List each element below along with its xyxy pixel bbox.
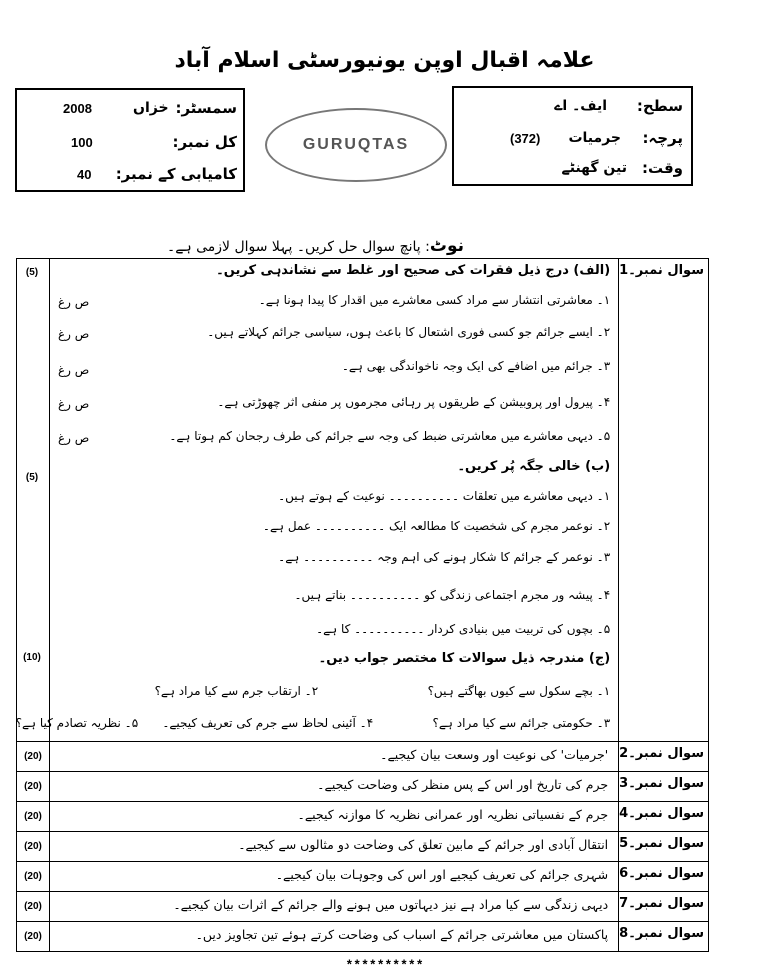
- q7-text: دیہی زندگی سے کیا مراد ہے نیز دیہاتوں میں ہونے والے جرائم کے اثرات بیان کیجیے۔: [50, 892, 619, 922]
- pass-marks-row: [17, 158, 243, 190]
- q4-number: سوال نمبر۔4: [619, 802, 709, 832]
- note-label: نوٹ: [429, 236, 464, 256]
- year-value: 2008: [63, 100, 92, 116]
- part-c-item-1: ۱۔ بچے سکول سے کیوں بھاگتے ہیں؟: [427, 684, 611, 698]
- paper-label: پرچہ:: [642, 129, 683, 147]
- q5-number: سوال نمبر۔5: [619, 832, 709, 862]
- true-false-marker-2: ص رغ: [58, 327, 90, 341]
- q7-number: سوال نمبر۔7: [619, 892, 709, 922]
- true-false-marker-4: ص رغ: [58, 397, 90, 411]
- time-row: [454, 152, 691, 184]
- q2-text: 'جرمیات' کی نوعیت اور وسعت بیان کیجیے۔: [50, 742, 619, 772]
- q3-text: جرم کی تاریخ اور اس کے پس منظر کی وضاحت کیجیے۔: [50, 772, 619, 802]
- part-c-item-3: ۳۔ حکومتی جرائم سے کیا مراد ہے؟: [432, 716, 611, 730]
- q1-marks-column: [17, 259, 50, 742]
- time-value: تین گھنٹے: [561, 160, 627, 176]
- q6-number: سوال نمبر۔6: [619, 862, 709, 892]
- part-a-item-4: ۴۔ پیرول اور پروبیشن کے طریقوں پر رہائی مجرموں پر منفی اثر چھوڑتی ہے۔: [217, 395, 611, 409]
- part-b-item-2: ۲۔ نوعمر مجرم کی شخصیت کا مطالعہ ایک ۔۔۔۔۔۔۔۔۔۔ عمل ہے۔: [262, 519, 611, 533]
- question-1-row: [17, 259, 709, 742]
- q2-number: سوال نمبر۔2: [619, 742, 709, 772]
- time-label: وقت:: [641, 159, 683, 177]
- part-c-heading: (ج) مندرجہ ذیل سوالات کا مختصر جواب دیں۔: [318, 651, 611, 666]
- part-a-item-5: ۵۔ دیہی معاشرے میں معاشرتی ضبط کی وجہ سے جرائم کی طرف رجحان کم ہوتا ہے۔: [169, 429, 611, 443]
- q8-marks: (20): [17, 922, 50, 952]
- true-false-marker-1: ص رغ: [58, 295, 90, 309]
- pass-marks-label: کامیابی کے نمبر:: [115, 165, 237, 183]
- part-b-heading: (ب) خالی جگہ پُر کریں۔: [457, 459, 611, 474]
- stamp-seal: GURUQTAS: [265, 108, 447, 182]
- q3-number: سوال نمبر۔3: [619, 772, 709, 802]
- q2-marks: (20): [17, 742, 50, 772]
- university-title: علامہ اقبال اوپن یونیورسٹی اسلام آباد: [174, 48, 595, 73]
- question-4-row: [17, 802, 709, 832]
- q8-text: پاکستان میں معاشرتی جرائم کے اسباب کی وضاحت کرتے ہوئے تین تجاویز دیں۔: [50, 922, 619, 952]
- paper-code: (372): [510, 130, 541, 146]
- question-8-row: [17, 922, 709, 952]
- semester-info-box: [15, 88, 245, 192]
- part-b-item-5: ۵۔ بچوں کی تربیت میں بنیادی کردار ۔۔۔۔۔۔۔۔۔۔ کا ہے۔: [316, 622, 611, 636]
- question-6-row: [17, 862, 709, 892]
- part-b-item-3: ۳۔ نوعمر کے جرائم کا شکار ہونے کی اہم وجہ ۔۔۔۔۔۔۔۔۔۔ ہے۔: [278, 550, 611, 564]
- part-b-item-4: ۴۔ پیشہ ور مجرم اجتماعی زندگی کو ۔۔۔۔۔۔۔۔۔۔ بناتے ہیں۔: [294, 588, 611, 602]
- level-value: ایف۔ اے: [554, 98, 607, 114]
- q4-marks: (20): [17, 802, 50, 832]
- q8-number: سوال نمبر۔8: [619, 922, 709, 952]
- part-a-item-3: ۳۔ جرائم میں اضافے کی ایک وجہ ناخواندگی بھی ہے۔: [341, 359, 611, 373]
- q1-number: سوال نمبر۔1: [619, 259, 709, 742]
- q6-text: شہری جرائم کی تعریف کیجیے اور اس کی وجوہات بیان کیجیے۔: [50, 862, 619, 892]
- part-c-item-2: ۲۔ ارتقاب جرم سے کیا مراد ہے؟: [154, 684, 319, 698]
- pass-marks-value: 40: [77, 166, 92, 182]
- semester-row: [17, 92, 243, 124]
- q4-text: جرم کے نفسیاتی نظریہ اور عمرانی نظریہ کا موازنہ کیجیے۔: [50, 802, 619, 832]
- total-marks-row: [17, 126, 243, 158]
- part-a-item-2: ۲۔ ایسے جرائم جو کسی فوری اشتعال کا باعث ہوں، سیاسی جرائم کہلاتے ہیں۔: [207, 325, 611, 339]
- instructions-note: [167, 236, 464, 256]
- q1c-marks: (10): [23, 652, 41, 663]
- level-label: سطح:: [636, 97, 683, 115]
- part-a-item-1: ۱۔ معاشرتی انتشار سے مراد کسی معاشرے میں اقدار کا پیدا ہونا ہے۔: [258, 293, 611, 307]
- question-7-row: [17, 892, 709, 922]
- true-false-marker-5: ص رغ: [58, 431, 90, 445]
- part-b-item-1: ۱۔ دیہی معاشرے میں تعلقات ۔۔۔۔۔۔۔۔۔۔ نوعیت کے ہوتے ہیں۔: [278, 489, 611, 503]
- q6-marks: (20): [17, 862, 50, 892]
- part-c-item-5: ۵۔ نظریہ تصادم کیا ہے؟: [15, 716, 139, 730]
- question-5-row: [17, 832, 709, 862]
- note-text: : پانچ سوال حل کریں۔ پہلا سوال لازمی ہے۔: [167, 239, 430, 255]
- q5-marks: (20): [17, 832, 50, 862]
- question-3-row: [17, 772, 709, 802]
- q1a-marks: (5): [25, 267, 39, 278]
- q1b-marks: (5): [25, 472, 39, 483]
- q3-marks: (20): [17, 772, 50, 802]
- end-of-paper-stars: **********: [345, 958, 424, 973]
- question-2-row: [17, 742, 709, 772]
- level-row: [454, 90, 691, 122]
- paper-value: جرمیات: [568, 130, 621, 146]
- semester-label: سمسٹر:: [175, 99, 237, 117]
- true-false-marker-3: ص رغ: [58, 363, 90, 377]
- part-a-heading: (الف) درج ذیل فقرات کی صحیح اور غلط سے نشاندہی کریں۔: [216, 263, 611, 278]
- semester-value: خزاں: [133, 100, 169, 116]
- part-c-item-4: ۴۔ آئینی لحاظ سے جرم کی تعریف کیجیے۔: [162, 716, 374, 730]
- paper-row: [454, 122, 691, 154]
- total-marks-value: 100: [71, 134, 93, 150]
- questions-table: [16, 258, 709, 952]
- total-marks-label: کل نمبر:: [172, 133, 237, 151]
- q5-text: انتقال آبادی اور جرائم کے مابین تعلق کی وضاحت دو مثالوں سے کیجیے۔: [50, 832, 619, 862]
- q7-marks: (20): [17, 892, 50, 922]
- course-info-box: [452, 86, 693, 186]
